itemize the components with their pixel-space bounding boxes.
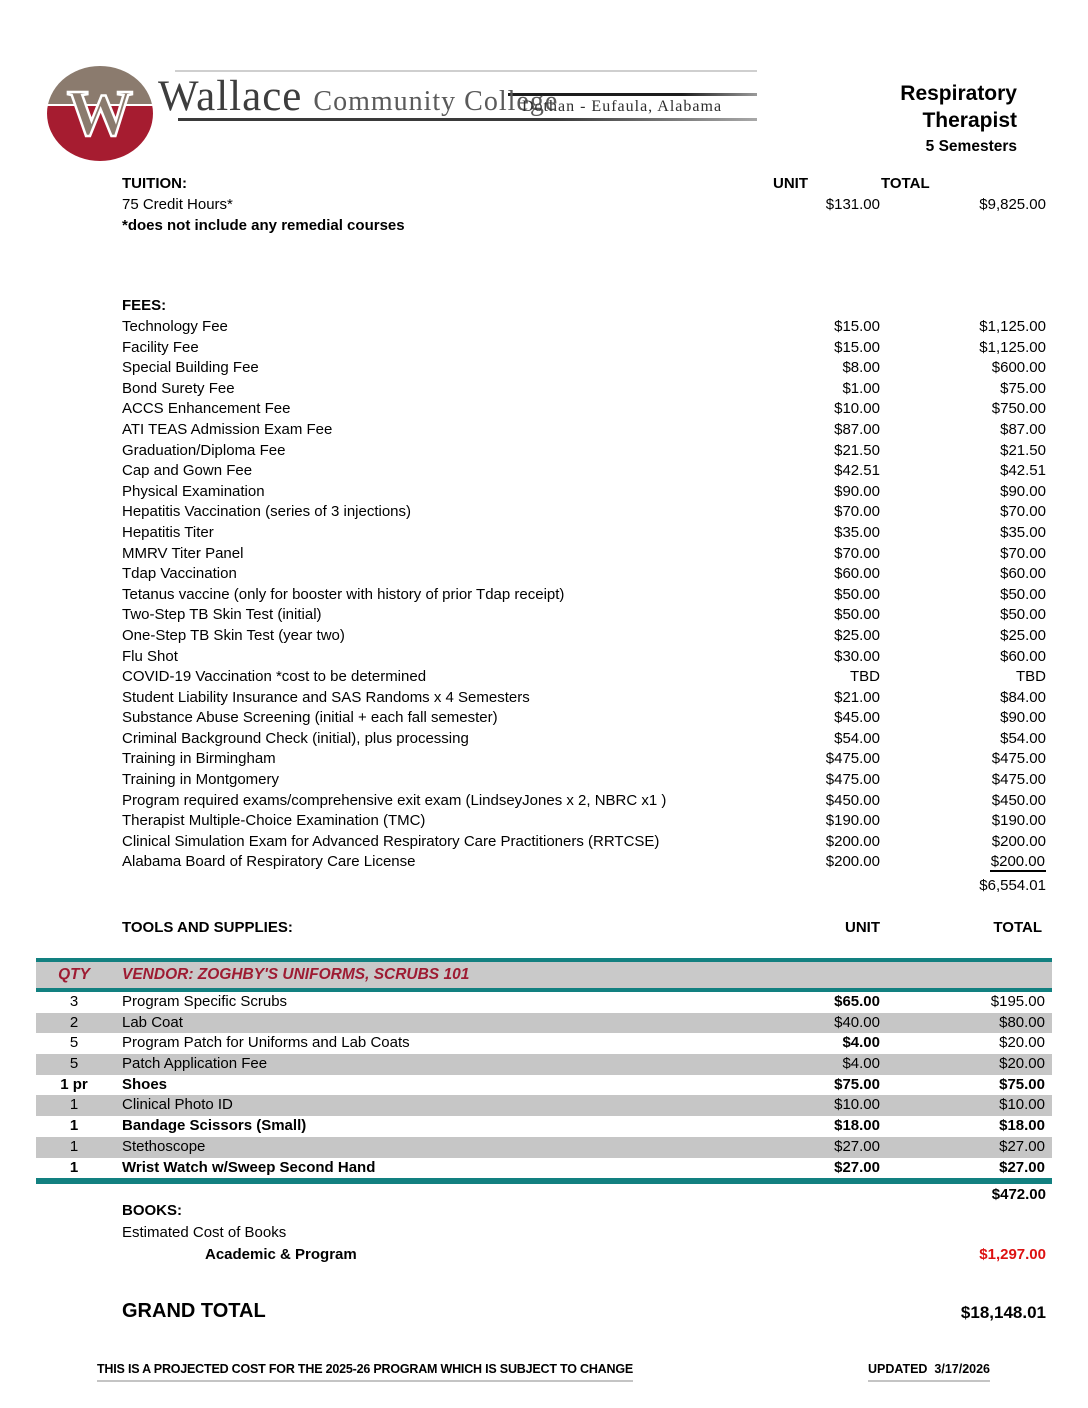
tools-row-label: Program Specific Scrubs <box>122 993 288 1010</box>
fee-total-amount: $54.00 <box>1000 729 1046 747</box>
tools-row-qty: 1 pr <box>60 1075 88 1093</box>
fee-row <box>0 811 1088 832</box>
tuition-row-unit: $131.00 <box>825 196 880 213</box>
fee-total-amount: $70.00 <box>1000 544 1046 562</box>
tools-header-line <box>0 919 1088 940</box>
fee-unit-amount: $200.00 <box>825 853 880 871</box>
fee-label: MMRV Titer Panel <box>122 544 244 562</box>
tools-row <box>36 1158 1052 1179</box>
program-title <box>900 80 1017 160</box>
tools-row-unit-amount: $75.00 <box>834 1075 880 1093</box>
fee-unit-amount: $70.00 <box>834 544 880 562</box>
tools-row-qty: 5 <box>69 1034 79 1052</box>
fees-subtotal: $6,554.01 <box>979 877 1046 894</box>
tools-row-total-amount: $27.00 <box>999 1137 1045 1155</box>
fee-row <box>0 832 1088 853</box>
tools-row <box>36 1013 1052 1034</box>
tools-row-label: Lab Coat <box>122 1013 183 1031</box>
tools-table <box>36 958 1052 1184</box>
fee-unit-amount: $21.50 <box>834 441 880 459</box>
grand-total-label: GRAND TOTAL <box>122 1300 266 1322</box>
fees-heading: FEES: <box>122 297 167 314</box>
fee-unit-amount: $8.00 <box>842 359 880 377</box>
fee-label: Program required exams/comprehensive exit exam (LindseyJones x 2, NBRC x1 ) <box>122 791 667 809</box>
fee-total-amount: $50.00 <box>1000 606 1046 624</box>
fee-row <box>0 667 1088 688</box>
tools-row-total-amount: $20.00 <box>999 1055 1045 1073</box>
fee-unit-amount: $45.00 <box>834 709 880 727</box>
books-academic-program-label: Academic & Program <box>205 1246 357 1263</box>
tools-row <box>36 1075 1052 1096</box>
tools-row-unit-amount: $10.00 <box>834 1096 880 1114</box>
tools-row-total-amount: $20.00 <box>999 1034 1045 1052</box>
fee-unit-amount: $475.00 <box>825 771 880 789</box>
fee-unit-amount: $25.00 <box>834 626 880 644</box>
fee-total-amount: $25.00 <box>1000 626 1046 644</box>
fee-label: Therapist Multiple-Choice Examination (TMC) <box>122 812 426 830</box>
grand-total-amount: $18,148.01 <box>960 1303 1046 1322</box>
fee-label: Student Liability Insurance and SAS Randoms x 4 Semesters <box>122 688 530 706</box>
fee-label: Alabama Board of Respiratory Care License <box>122 853 416 871</box>
tuition-header-row <box>0 175 1088 196</box>
tools-row-qty: 5 <box>69 1055 79 1073</box>
fee-label: Hepatitis Titer <box>122 523 214 541</box>
tools-row-label: Program Patch for Uniforms and Lab Coats <box>122 1034 410 1052</box>
tuition-col-total: TOTAL <box>881 175 930 192</box>
program-semesters: 5 Semesters <box>925 138 1017 155</box>
fee-unit-amount: $15.00 <box>834 338 880 356</box>
fee-unit-amount: $21.00 <box>834 688 880 706</box>
footer-updated-date: UPDATED 3/17/2026 <box>868 1362 990 1382</box>
tools-row <box>36 1054 1052 1075</box>
fee-total-amount: $1,125.00 <box>979 318 1046 335</box>
fee-unit-amount: $90.00 <box>834 482 880 500</box>
table-bottom-rule <box>36 1178 1052 1184</box>
fee-label: ACCS Enhancement Fee <box>122 400 291 418</box>
fee-row <box>0 770 1088 791</box>
fee-label: Substance Abuse Screening (initial + each fall semester) <box>122 709 498 727</box>
college-logo <box>47 66 153 161</box>
fee-label: Criminal Background Check (initial), plus processing <box>122 729 469 747</box>
program-title-line1: Respiratory <box>900 82 1017 105</box>
tools-row-qty: 3 <box>69 993 79 1010</box>
tools-row-qty: 1 <box>69 1117 79 1135</box>
fee-total-amount: $450.00 <box>991 791 1046 809</box>
tuition-row-total: $9,825.00 <box>979 196 1046 213</box>
tools-row-label: Bandage Scissors (Small) <box>122 1117 307 1135</box>
fee-total-amount: $50.00 <box>1000 585 1046 603</box>
fee-label: Graduation/Diploma Fee <box>122 441 286 459</box>
fee-label: Special Building Fee <box>122 359 259 377</box>
fee-row <box>0 605 1088 626</box>
fee-unit-amount: $50.00 <box>834 585 880 603</box>
fee-unit-amount: $87.00 <box>834 420 880 438</box>
tools-row-unit-amount: $18.00 <box>834 1117 880 1135</box>
fee-total-amount: $90.00 <box>1000 709 1046 727</box>
tools-row-unit-amount: $40.00 <box>834 1013 880 1031</box>
fee-row <box>0 420 1088 441</box>
fee-row <box>0 626 1088 647</box>
fee-label: Tdap Vaccination <box>122 565 237 583</box>
fee-row <box>0 749 1088 770</box>
fee-label: COVID-19 Vaccination *cost to be determined <box>122 668 427 686</box>
fee-row <box>0 399 1088 420</box>
tools-row-total-amount: $75.00 <box>999 1075 1045 1093</box>
tools-row-unit-amount: $27.00 <box>834 1137 880 1155</box>
fee-label: One-Step TB Skin Test (year two) <box>122 626 345 644</box>
footer-disclaimer: THIS IS A PROJECTED COST FOR THE 2025-26 PROGRAM WHICH IS SUBJECT TO CHANGE <box>97 1362 633 1382</box>
fee-label: Facility Fee <box>122 338 199 356</box>
fee-label: ATI TEAS Admission Exam Fee <box>122 420 333 438</box>
tools-row <box>36 1137 1052 1158</box>
fee-unit-amount: $475.00 <box>825 750 880 768</box>
fees-rows <box>0 317 1088 873</box>
fee-row <box>0 317 1088 338</box>
fee-unit-amount: $70.00 <box>834 503 880 521</box>
tuition-col-unit: UNIT <box>773 175 808 192</box>
tools-row-unit-amount: $4.00 <box>842 1034 880 1052</box>
fee-unit-amount: $450.00 <box>825 791 880 809</box>
fee-label: Hepatitis Vaccination (series of 3 injections) <box>122 503 412 521</box>
fee-unit-amount: TBD <box>850 668 880 686</box>
tools-col-total: TOTAL <box>993 919 1042 936</box>
fee-unit-amount: $54.00 <box>834 729 880 747</box>
fee-unit-amount: $10.00 <box>834 400 880 418</box>
fee-unit-amount: $42.51 <box>834 462 880 480</box>
fee-unit-amount: $30.00 <box>834 647 880 665</box>
fee-total-underlined: $200.00 <box>990 853 1045 871</box>
fee-row <box>0 358 1088 379</box>
college-name <box>158 72 558 121</box>
tools-row <box>36 1033 1052 1054</box>
logo-w-monogram: W <box>67 77 133 150</box>
tools-row-label: Wrist Watch w/Sweep Second Hand <box>122 1158 376 1176</box>
vendor-label: VENDOR: ZOGHBY'S UNIFORMS, SCRUBS 101 <box>122 966 470 983</box>
tools-row-total-amount: $18.00 <box>999 1117 1045 1135</box>
tools-row-total-amount: $80.00 <box>999 1013 1045 1031</box>
tools-row-unit-amount: $4.00 <box>842 1055 880 1073</box>
fee-row <box>0 688 1088 709</box>
fee-row <box>0 502 1088 523</box>
tuition-note: *does not include any remedial courses <box>122 217 405 234</box>
vendor-header-row <box>36 962 1052 988</box>
fee-row <box>0 379 1088 400</box>
fee-total-amount: $475.00 <box>991 750 1046 768</box>
tuition-row <box>0 196 1088 217</box>
fee-total-amount: $475.00 <box>991 771 1046 789</box>
fee-unit-amount: $200.00 <box>825 832 880 850</box>
fee-total-amount: $1,125.00 <box>979 338 1046 356</box>
fee-label: Flu Shot <box>122 647 178 665</box>
fee-total-amount: $90.00 <box>1000 482 1046 500</box>
tools-row-label: Patch Application Fee <box>122 1055 268 1073</box>
fee-unit-amount: $35.00 <box>834 523 880 541</box>
fee-row <box>0 585 1088 606</box>
college-name-secondary: Community College <box>313 86 559 117</box>
fee-label: Two-Step TB Skin Test (initial) <box>122 606 322 624</box>
fee-label: Training in Birmingham <box>122 750 276 768</box>
fee-row <box>0 523 1088 544</box>
tools-row-qty: 1 <box>69 1137 79 1155</box>
fee-row <box>0 544 1088 565</box>
fee-row <box>0 482 1088 503</box>
fee-unit-amount: $50.00 <box>834 606 880 624</box>
fee-total-amount: $190.00 <box>991 812 1046 830</box>
tools-row-unit-amount: $27.00 <box>834 1158 880 1176</box>
tools-row-label: Shoes <box>122 1075 168 1093</box>
fee-label: Training in Montgomery <box>122 771 280 789</box>
tools-row-qty: 2 <box>69 1013 79 1031</box>
fee-total-amount: $600.00 <box>991 359 1046 377</box>
tools-row-label: Clinical Photo ID <box>122 1096 233 1114</box>
college-name-primary: Wallace <box>158 73 303 120</box>
tools-heading: TOOLS AND SUPPLIES: <box>122 919 293 936</box>
books-amount: $1,297.00 <box>979 1246 1046 1263</box>
tools-rows <box>36 992 1052 1178</box>
fee-row <box>0 791 1088 812</box>
fee-unit-amount: $1.00 <box>842 379 880 397</box>
fee-total-amount: TBD <box>1016 668 1046 686</box>
tools-subtotal: $472.00 <box>991 1186 1046 1203</box>
tools-row-unit-amount: $65.00 <box>834 993 880 1010</box>
fee-row <box>0 441 1088 462</box>
fee-row <box>0 564 1088 585</box>
fee-label: Tetanus vaccine (only for booster with history of prior Tdap receipt) <box>122 585 565 603</box>
fee-total-amount: $42.51 <box>1000 462 1046 480</box>
qty-column-header: QTY <box>58 966 90 983</box>
fee-unit-amount: $190.00 <box>825 812 880 830</box>
tools-row-total-amount: $27.00 <box>999 1158 1045 1176</box>
tools-col-unit: UNIT <box>845 919 880 936</box>
fee-total-amount: $200.00 <box>991 832 1046 850</box>
tuition-row-label: 75 Credit Hours* <box>122 196 233 213</box>
fee-total-amount: $70.00 <box>1000 503 1046 521</box>
books-heading: BOOKS: <box>122 1202 182 1219</box>
tuition-heading: TUITION: <box>122 175 187 192</box>
fee-label: Cap and Gown Fee <box>122 462 253 480</box>
fee-row <box>0 647 1088 668</box>
fee-total-amount: $750.00 <box>991 400 1046 418</box>
fee-unit-amount: $15.00 <box>834 318 880 335</box>
tools-row-label: Stethoscope <box>122 1137 206 1155</box>
fee-unit-amount: $60.00 <box>834 565 880 583</box>
fee-total-amount: $75.00 <box>1000 379 1046 397</box>
tools-row <box>36 1116 1052 1137</box>
fee-total-amount: $60.00 <box>1000 565 1046 583</box>
fee-label: Bond Surety Fee <box>122 379 235 397</box>
program-title-line2: Therapist <box>922 109 1017 132</box>
tools-row-total-amount: $10.00 <box>999 1096 1045 1114</box>
fee-total-amount: $87.00 <box>1000 420 1046 438</box>
fee-row <box>0 708 1088 729</box>
fee-label: Physical Examination <box>122 482 265 500</box>
tools-row <box>36 992 1052 1013</box>
tools-row <box>36 1095 1052 1116</box>
fee-label: Technology Fee <box>122 318 228 335</box>
fee-row <box>0 852 1088 873</box>
fee-row <box>0 461 1088 482</box>
books-estimated-cost-label: Estimated Cost of Books <box>122 1224 287 1241</box>
fee-label: Clinical Simulation Exam for Advanced Respiratory Care Practitioners (RRTCSE) <box>122 832 660 850</box>
fee-total-amount: $84.00 <box>1000 688 1046 706</box>
fee-total-amount <box>990 852 1046 873</box>
tools-row-total-amount: $195.00 <box>990 993 1045 1010</box>
fee-row <box>0 729 1088 750</box>
tools-row-qty: 1 <box>69 1096 79 1114</box>
fee-total-amount: $35.00 <box>1000 523 1046 541</box>
fee-total-amount: $60.00 <box>1000 647 1046 665</box>
college-location: Dothan - Eufaula, Alabama <box>522 98 723 115</box>
fee-total-amount: $21.50 <box>1000 441 1046 459</box>
tools-row-qty: 1 <box>69 1158 79 1176</box>
fee-row <box>0 338 1088 359</box>
